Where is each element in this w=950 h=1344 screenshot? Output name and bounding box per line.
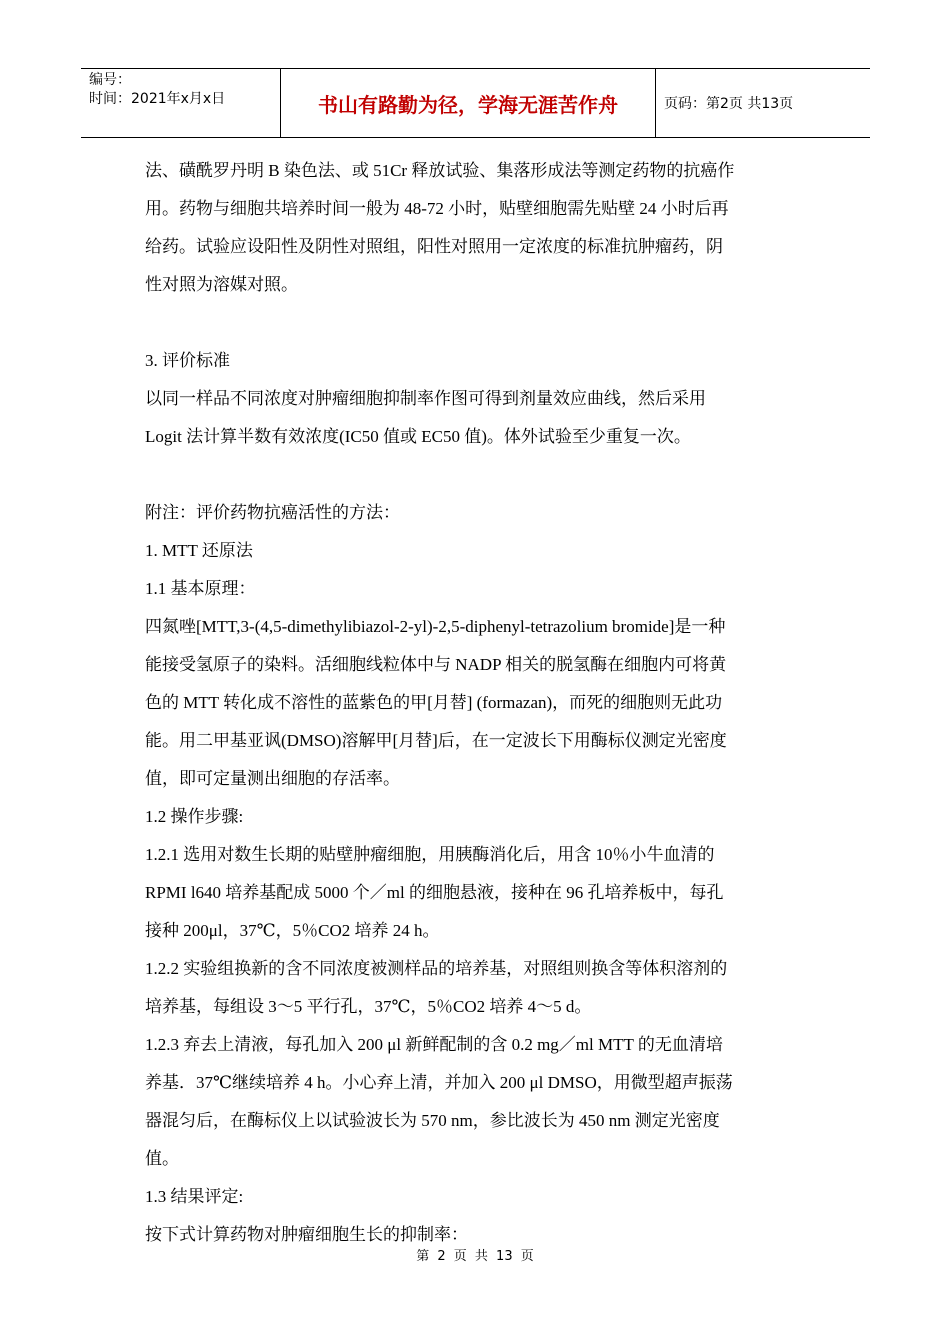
text-line: 性对照为溶媒对照。 <box>145 275 298 294</box>
text-line: 3. 评价标准 <box>145 351 230 370</box>
page-header <box>81 68 870 138</box>
header-motto: 书山有路勤为径，学海无涯苦作舟 <box>281 69 656 137</box>
header-page-number: 页码：第2页 共13页 <box>664 96 794 112</box>
text-line: 培养基，每组设 3～5 平行孔，37℃，5％CO2 培养 4～5 d。 <box>145 997 592 1016</box>
text-line: 用。药物与细胞共培养时间一般为 48-72 小时，贴壁细胞需先贴壁 24 小时后再 <box>145 199 729 218</box>
page-footer: 第 2 页 共 13 页 <box>416 1249 534 1264</box>
doc-number: 编号： <box>89 72 131 88</box>
text-line: 1.2.3 弃去上清液，每孔加入 200 μl 新鲜配制的含 0.2 mg／ml MTT 的无血清培 <box>145 1035 723 1054</box>
text-line: 1. MTT 还原法 <box>145 541 253 560</box>
doc-date: 时间：2021年x月x日 <box>89 91 226 107</box>
text-line: 按下式计算药物对肿瘤细胞生长的抑制率： <box>145 1225 468 1244</box>
text-line: 1.2 操作步骤: <box>145 807 244 826</box>
paragraph-gap <box>145 304 807 342</box>
document-body <box>145 152 807 1254</box>
text-line: 养基．37℃继续培养 4 h。小心弃上清，并加入 200 μl DMSO，用微型超声振荡 <box>145 1073 733 1092</box>
text-line: 法、磺酰罗丹明 B 染色法、或 51Cr 释放试验、集落形成法等测定药物的抗癌作 <box>145 161 735 180</box>
text-line: 1.1 基本原理： <box>145 579 256 598</box>
header-info-cell <box>81 69 281 137</box>
text-line: 1.3 结果评定: <box>145 1187 244 1206</box>
text-line: 以同一样品不同浓度对肿瘤细胞抑制率作图可得到剂量效应曲线，然后采用 <box>145 389 706 408</box>
text-line: 值。 <box>145 1149 179 1168</box>
text-line: Logit 法计算半数有效浓度(IC50 值或 EC50 值)。体外试验至少重复一次。 <box>145 427 691 446</box>
text-line: 能接受氢原子的染料。活细胞线粒体中与 NADP 相关的脱氢酶在细胞内可将黄 <box>145 655 727 674</box>
paragraph-gap <box>145 456 807 494</box>
text-line: 给药。试验应设阳性及阴性对照组，阳性对照用一定浓度的标准抗肿瘤药，阴 <box>145 237 723 256</box>
text-line: 值，即可定量测出细胞的存活率。 <box>145 769 400 788</box>
text-line: 四氮唑[MTT,3-(4,5-dimethylibiazol-2-yl)-2,5-diphenyl-tetrazolium bromide]是一种 <box>145 617 726 636</box>
text-line: 1.2.1 选用对数生长期的贴壁肿瘤细胞，用胰酶消化后，用含 10％小牛血清的 <box>145 845 715 864</box>
text-line: 能。用二甲基亚讽(DMSO)溶解甲[月替]后，在一定波长下用酶标仪测定光密度 <box>145 731 727 750</box>
text-line: 1.2.2 实验组换新的含不同浓度被测样品的培养基，对照组则换含等体积溶剂的 <box>145 959 728 978</box>
text-line: RPMI l640 培养基配成 5000 个／ml 的细胞悬液，接种在 96 孔培养板中，每孔 <box>145 883 724 902</box>
text-line: 色的 MTT 转化成不溶性的蓝紫色的甲[月替] (formazan)，而死的细胞则无此功 <box>145 693 723 712</box>
text-line: 器混匀后，在酶标仪上以试验波长为 570 nm，参比波长为 450 nm 测定光密度 <box>145 1111 720 1130</box>
text-line: 附注：评价药物抗癌活性的方法： <box>145 503 400 522</box>
text-line: 接种 200μl，37℃，5％CO2 培养 24 h。 <box>145 921 440 940</box>
